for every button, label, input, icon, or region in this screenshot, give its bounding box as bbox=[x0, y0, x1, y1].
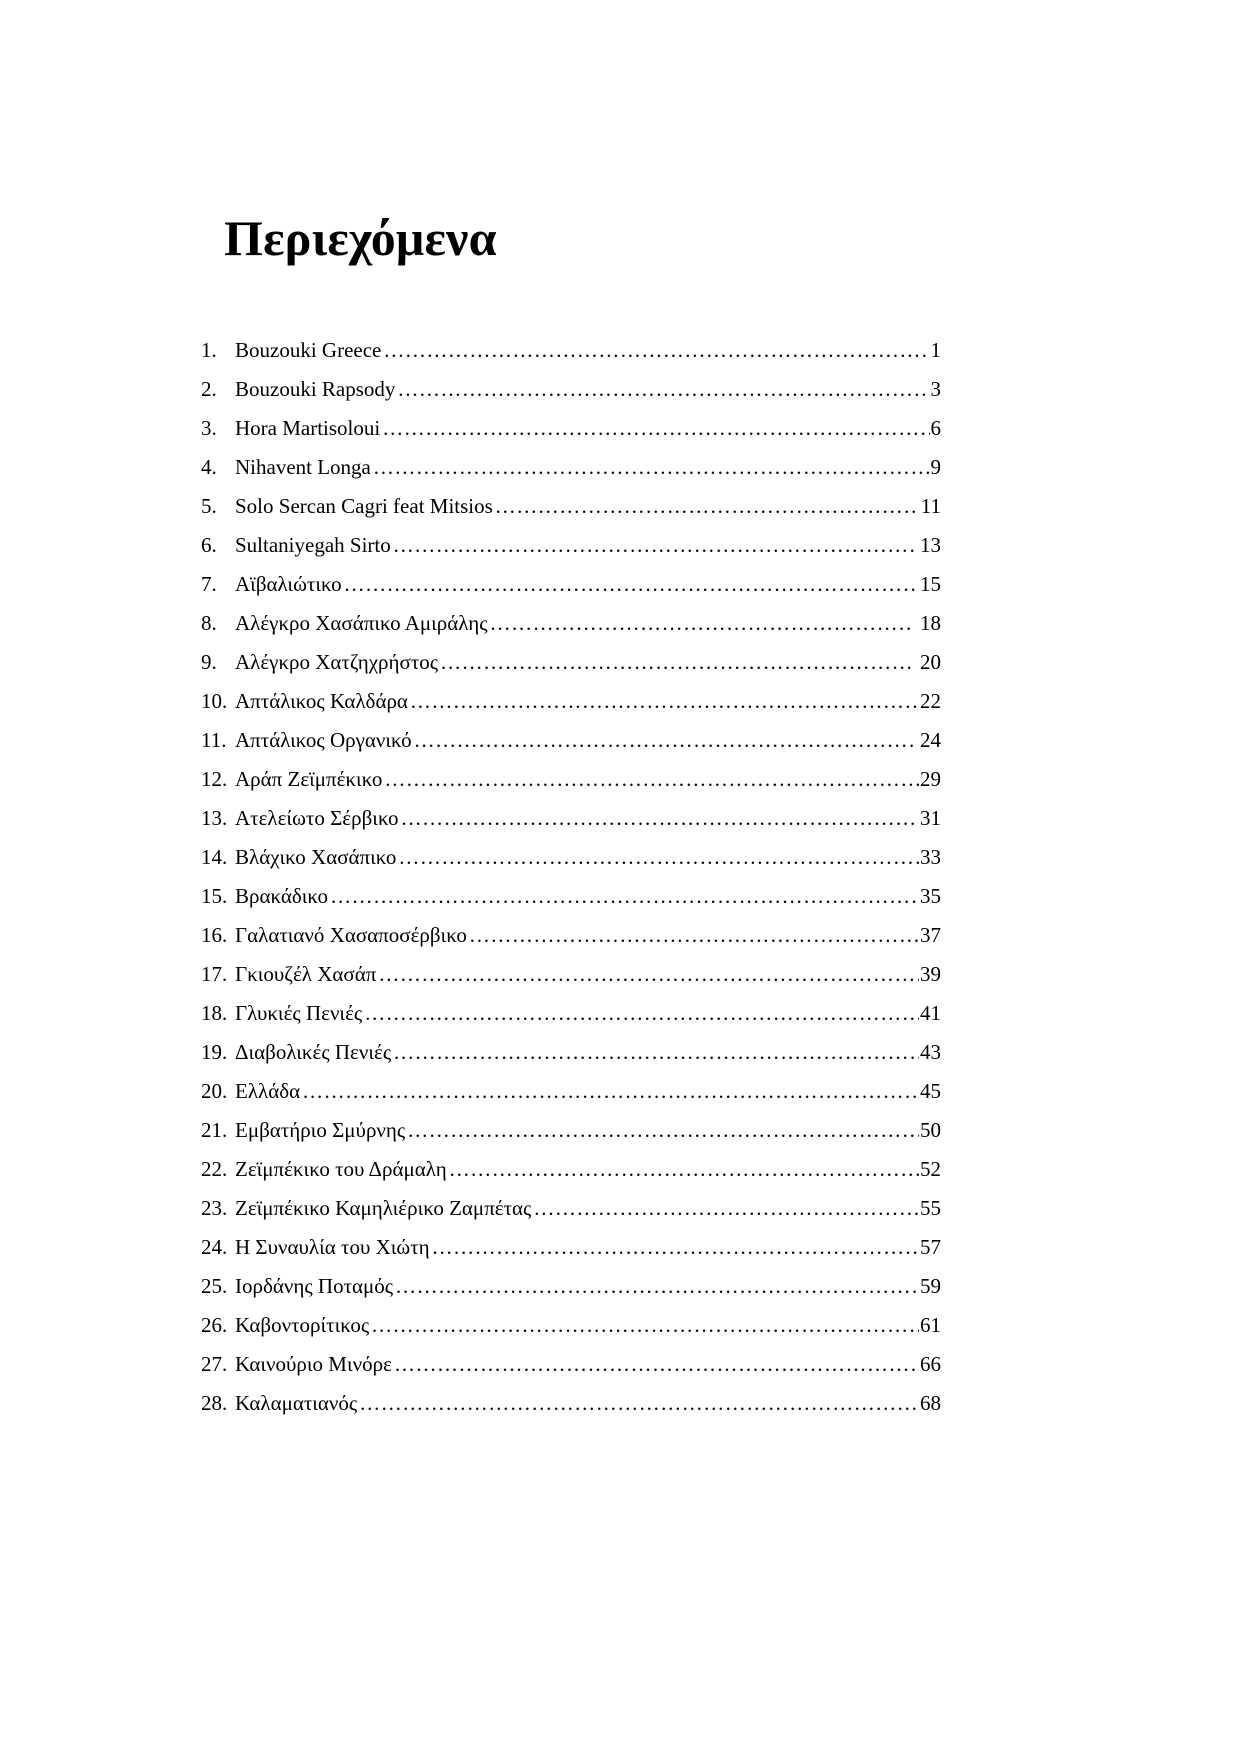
toc-entry-title: Εμβατήριο Σμύρνης bbox=[235, 1118, 406, 1142]
dot-leader bbox=[401, 799, 919, 838]
toc-entry-title: Καινούριο Μινόρε bbox=[235, 1352, 392, 1376]
toc-entry-number: 18. bbox=[201, 1001, 228, 1025]
toc-entry-title: Γαλατιανό Χασαποσέρβικο bbox=[235, 923, 467, 947]
dot-leader bbox=[364, 994, 919, 1033]
dot-leader bbox=[533, 1189, 919, 1228]
dot-leader bbox=[397, 370, 929, 409]
toc-entry-number: 27. bbox=[201, 1352, 228, 1376]
toc-entry-title: Αράπ Ζεϊμπέκικο bbox=[235, 767, 383, 791]
toc-entry-number: 1. bbox=[201, 338, 217, 362]
toc-entry[interactable] bbox=[201, 370, 941, 409]
toc-entry[interactable] bbox=[201, 1111, 941, 1150]
toc-entry-number: 10. bbox=[201, 689, 228, 713]
toc-entry-title: Hora Martisoloui bbox=[235, 416, 381, 440]
toc-entry-page-number: 68 bbox=[920, 1391, 941, 1415]
toc-entry[interactable] bbox=[201, 916, 941, 955]
toc-entry-title: Ιορδάνης Ποταμός bbox=[235, 1274, 394, 1298]
dot-leader bbox=[383, 331, 929, 370]
dot-leader bbox=[395, 1267, 919, 1306]
toc-entry-number: 17. bbox=[201, 962, 228, 986]
toc-entry[interactable] bbox=[201, 1150, 941, 1189]
dot-leader bbox=[495, 487, 915, 526]
toc-entry[interactable] bbox=[201, 1189, 941, 1228]
toc-entry-number: 5. bbox=[201, 494, 217, 518]
toc-entry-title: Καλαματιανός bbox=[235, 1391, 358, 1415]
toc-entry-number: 28. bbox=[201, 1391, 228, 1415]
toc-entry-number: 21. bbox=[201, 1118, 228, 1142]
dot-leader bbox=[490, 604, 914, 643]
toc-entry[interactable] bbox=[201, 1345, 941, 1384]
toc-entry[interactable] bbox=[201, 643, 941, 682]
toc-entry-title: Απτάλικος Οργανικό bbox=[235, 728, 412, 752]
toc-entry-title: Βρακάδικο bbox=[235, 884, 329, 908]
toc-entry-number: 19. bbox=[201, 1040, 228, 1064]
toc-entry-page-number: 59 bbox=[920, 1274, 941, 1298]
dot-leader bbox=[449, 1150, 919, 1189]
dot-leader bbox=[344, 565, 919, 604]
dot-leader bbox=[410, 682, 919, 721]
toc-entry-page-number: 22 bbox=[920, 689, 941, 713]
toc-entry[interactable] bbox=[201, 448, 941, 487]
toc-entry[interactable] bbox=[201, 877, 941, 916]
dot-leader bbox=[378, 955, 919, 994]
toc-entry-page-number: 33 bbox=[920, 845, 941, 869]
dot-leader bbox=[371, 1306, 919, 1345]
dot-leader bbox=[432, 1228, 919, 1267]
dot-leader bbox=[440, 643, 914, 682]
dot-leader bbox=[469, 916, 919, 955]
toc-entry-title: Γκιουζέλ Χασάπ bbox=[235, 962, 377, 986]
toc-entry-number: 12. bbox=[201, 767, 228, 791]
toc-entry-number: 24. bbox=[201, 1235, 228, 1259]
toc-entry[interactable] bbox=[201, 1033, 941, 1072]
toc-entry-title: Ατελείωτο Σέρβικο bbox=[235, 806, 399, 830]
toc-entry-title: Βλάχικο Χασάπικο bbox=[235, 845, 397, 869]
toc-entry-page-number: 3 bbox=[930, 377, 941, 401]
toc-entry[interactable] bbox=[201, 799, 941, 838]
dot-leader bbox=[330, 877, 919, 916]
toc-entry-page-number: 24 bbox=[920, 728, 941, 752]
toc-entry-page-number: 13 bbox=[920, 533, 941, 557]
toc-entry-number: 9. bbox=[201, 650, 217, 674]
toc-entry-number: 22. bbox=[201, 1157, 228, 1181]
toc-entry-title: Η Συναυλία του Χιώτη bbox=[235, 1235, 430, 1259]
toc-entry-page-number: 6 bbox=[930, 416, 941, 440]
toc-entry[interactable] bbox=[201, 721, 941, 760]
toc-entry-number: 23. bbox=[201, 1196, 228, 1220]
toc-entry-title: Αλέγκρο Χατζηχρήστος bbox=[235, 650, 439, 674]
toc-entry-page-number: 31 bbox=[920, 806, 941, 830]
toc-entry-title: Αϊβαλιώτικο bbox=[235, 572, 342, 596]
toc-entry-number: 11. bbox=[201, 728, 227, 752]
toc-entry[interactable] bbox=[201, 409, 941, 448]
toc-entry[interactable] bbox=[201, 1306, 941, 1345]
toc-entry-number: 15. bbox=[201, 884, 228, 908]
toc-entry[interactable] bbox=[201, 838, 941, 877]
toc-entry-number: 3. bbox=[201, 416, 217, 440]
toc-entry-title: Bouzouki Rapsody bbox=[235, 377, 396, 401]
toc-entry-title: Sultaniyegah Sirto bbox=[235, 533, 391, 557]
toc-entry[interactable] bbox=[201, 487, 941, 526]
dot-leader bbox=[384, 760, 919, 799]
toc-entry-page-number: 50 bbox=[920, 1118, 941, 1142]
toc-entry-number: 2. bbox=[201, 377, 217, 401]
toc-entry[interactable] bbox=[201, 604, 941, 643]
toc-entry-page-number: 41 bbox=[920, 1001, 941, 1025]
toc-entry-number: 14. bbox=[201, 845, 228, 869]
dot-leader bbox=[393, 1033, 919, 1072]
toc-entry-number: 8. bbox=[201, 611, 217, 635]
toc-entry-page-number: 43 bbox=[920, 1040, 941, 1064]
page-title: Περιεχόμενα bbox=[224, 210, 497, 266]
toc-entry-page-number: 1 bbox=[930, 338, 941, 362]
toc-entry-page-number: 29 bbox=[920, 767, 941, 791]
toc-entry-number: 25. bbox=[201, 1274, 228, 1298]
toc-entry-page-number: 9 bbox=[930, 455, 941, 479]
toc-entry[interactable] bbox=[201, 1384, 941, 1423]
toc-entry[interactable] bbox=[201, 565, 941, 604]
toc-entry-title: Απτάλικος Καλδάρα bbox=[235, 689, 408, 713]
toc-entry-page-number: 37 bbox=[920, 923, 941, 947]
toc-entry-number: 20. bbox=[201, 1079, 228, 1103]
toc-entry[interactable] bbox=[201, 994, 941, 1033]
toc-entry-page-number: 61 bbox=[920, 1313, 941, 1337]
dot-leader bbox=[393, 526, 914, 565]
toc-entry[interactable] bbox=[201, 1228, 941, 1267]
toc-entry-title: Solo Sercan Cagri feat Mitsios bbox=[235, 494, 493, 518]
toc-entry-page-number: 15 bbox=[920, 572, 941, 596]
toc-entry-page-number: 20 bbox=[920, 650, 941, 674]
dot-leader bbox=[398, 838, 919, 877]
dot-leader bbox=[373, 448, 930, 487]
toc-entry-title: Αλέγκρο Χασάπικο Αμιράλης bbox=[235, 611, 488, 635]
toc-entry-title: Ζεϊμπέκικο του Δράμαλη bbox=[235, 1157, 447, 1181]
toc-entry-number: 4. bbox=[201, 455, 217, 479]
toc-entry-page-number: 57 bbox=[920, 1235, 941, 1259]
toc-entry-number: 16. bbox=[201, 923, 228, 947]
dot-leader bbox=[414, 721, 914, 760]
toc-entry-number: 13. bbox=[201, 806, 228, 830]
toc-entry-title: Καβοντορίτικος bbox=[235, 1313, 370, 1337]
toc-entry-page-number: 45 bbox=[920, 1079, 941, 1103]
dot-leader bbox=[394, 1345, 919, 1384]
toc-entry[interactable] bbox=[201, 526, 941, 565]
toc-entry-page-number: 39 bbox=[920, 962, 941, 986]
toc-entry-title: Ζεϊμπέκικο Καμηλιέρικο Ζαμπέτας bbox=[235, 1196, 532, 1220]
toc-entry-number: 7. bbox=[201, 572, 217, 596]
toc-entry-title: Bouzouki Greece bbox=[235, 338, 382, 362]
toc-entry-title: Ελλάδα bbox=[235, 1079, 301, 1103]
dot-leader bbox=[359, 1384, 919, 1423]
toc-entry-number: 6. bbox=[201, 533, 217, 557]
toc-entry[interactable] bbox=[201, 331, 941, 370]
toc-entry-page-number: 52 bbox=[920, 1157, 941, 1181]
toc-entry-page-number: 55 bbox=[920, 1196, 941, 1220]
toc-entry[interactable] bbox=[201, 955, 941, 994]
dot-leader bbox=[407, 1111, 919, 1150]
toc-entry-page-number: 35 bbox=[920, 884, 941, 908]
toc-entry-title: Διαβολικές Πενιές bbox=[235, 1040, 392, 1064]
toc-entry-page-number: 11 bbox=[920, 494, 941, 518]
toc-entry-number: 26. bbox=[201, 1313, 228, 1337]
table-of-contents bbox=[201, 331, 941, 1423]
toc-entry[interactable] bbox=[201, 682, 941, 721]
dot-leader bbox=[302, 1072, 919, 1111]
toc-entry[interactable] bbox=[201, 760, 941, 799]
toc-entry[interactable] bbox=[201, 1072, 941, 1111]
dot-leader bbox=[382, 409, 929, 448]
toc-entry-page-number: 66 bbox=[920, 1352, 941, 1376]
toc-entry-title: Γλυκιές Πενιές bbox=[235, 1001, 363, 1025]
toc-entry-page-number: 18 bbox=[920, 611, 941, 635]
toc-entry-title: Nihavent Longa bbox=[235, 455, 371, 479]
toc-entry[interactable] bbox=[201, 1267, 941, 1306]
